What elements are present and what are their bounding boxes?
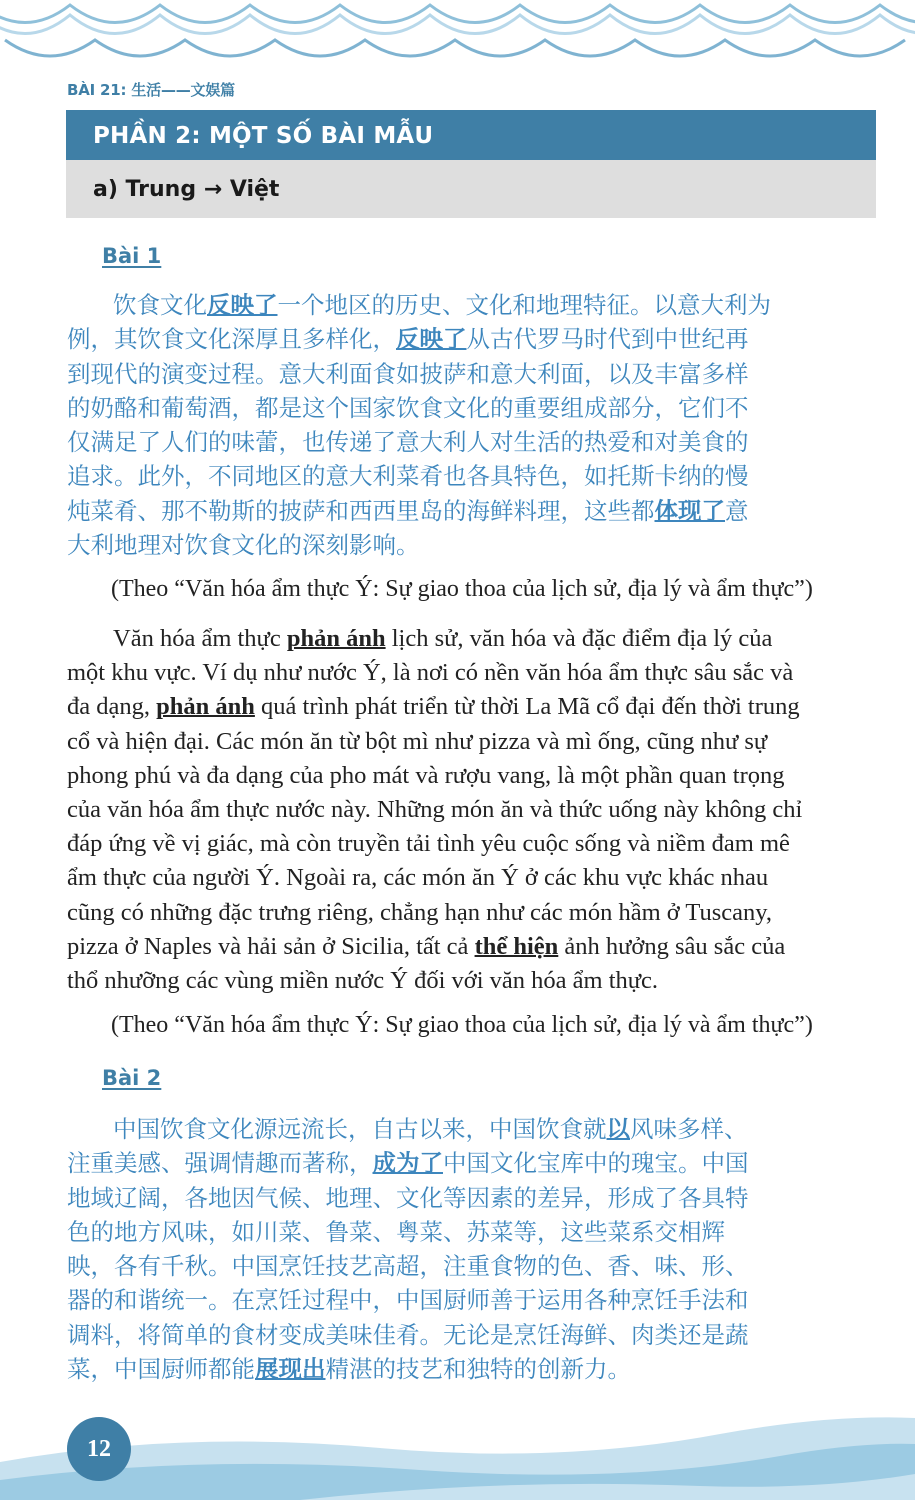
paragraph-line [67,528,875,562]
highlighted-term: 反映了 [207,291,278,319]
highlighted-term: 反映了 [396,325,467,354]
text-segment: 菜，中国厨师都能 [67,1355,255,1384]
highlighted-term: 体现了 [654,496,725,525]
paragraph-line [67,930,875,964]
paragraph-line [67,459,875,493]
text-segment: 饮食文化 [113,291,207,319]
text-segment: 炖菜肴、那不勒斯的披萨和西西里岛的海鲜料理，这些都 [67,496,655,525]
paragraph-line [67,793,875,827]
paragraph-line [67,759,875,793]
paragraph-line [67,357,875,391]
part-title-bar: PHẦN 2: MỘT SỐ BÀI MẪU [66,110,876,160]
paragraph-line [67,896,875,930]
paragraph-line [67,322,875,356]
text-segment: pizza ở Naples và hải sản ở Sicilia, tất cả [67,932,475,960]
paragraph-line [67,425,875,459]
text-segment: ảnh hưởng sâu sắc của [558,932,786,960]
paragraph-line [67,1112,875,1146]
paragraph-line [67,1146,875,1180]
highlighted-term: phản ánh [286,625,386,652]
text-segment: đa dạng, [67,693,157,721]
paragraph-line [67,1283,875,1317]
text-segment: 注重美感、强调情趣而著称， [67,1149,373,1178]
text-segment: một khu vực. Ví dụ như nước Ý, là nơi có nền văn hóa ẩm thực sâu sắc và [67,659,794,687]
lesson-1-source-note-2: (Theo “Văn hóa ẩm thực Ý: Sự giao thoa của lịch sử, địa lý và ẩm thực”) [111,1012,813,1038]
lesson-2-chinese-paragraph [67,1112,875,1386]
lesson-1-chinese-paragraph [67,288,875,562]
lesson-1-title: Bài 1 [102,244,162,268]
text-segment: của văn hóa ẩm thực nước này. Những món ăn và thức uống này không chỉ [67,795,803,823]
highlighted-term: 成为了 [372,1149,443,1178]
highlighted-term: thể hiện [474,932,559,960]
paragraph-line [67,391,875,425]
paragraph-line [67,656,875,690]
paragraph-line [67,827,875,861]
text-segment: 例，其饮食文化深厚且多样化， [67,325,396,354]
text-segment: 大利地理对饮食文化的深刻影响。 [67,531,420,560]
lesson-2-title: Bài 2 [102,1066,162,1090]
lesson-1-source-note: (Theo “Văn hóa ẩm thực Ý: Sự giao thoa của lịch sử, địa lý và ẩm thực”) [111,576,813,602]
paragraph-line [67,964,875,998]
top-wave-decoration [0,0,915,62]
subsection-bar: a) Trung → Việt [66,160,876,218]
text-segment: quá trình phát triển từ thời La Mã cổ đại đến thời trung [254,693,800,721]
paragraph-line [67,1249,875,1283]
text-segment: 精湛的技艺和独特的创新力。 [325,1355,631,1384]
text-segment: 的奶酪和葡萄酒，都是这个国家饮食文化的重要组成部分，它们不 [67,393,749,422]
lesson-header: BÀI 21: 生活——文娱篇 [67,81,235,99]
text-segment: cũng có những đặc trưng riêng, chẳng hạn như các món hầm ở Tuscany, [67,898,773,926]
paragraph-line [67,725,875,759]
text-segment: 调料，将简单的食材变成美味佳肴。无论是烹饪海鲜、肉类还是蔬 [67,1320,749,1349]
text-segment: 仅满足了人们的味蕾，也传递了意大利人对生活的热爱和对美食的 [67,428,749,457]
highlighted-term: 以 [606,1115,630,1143]
paragraph-line [67,861,875,895]
text-segment: 地域辽阔，各地因气候、地理、文化等因素的差异，形成了各具特 [67,1183,749,1212]
paragraph-line [67,1318,875,1352]
text-segment: 色的地方风味，如川菜、鲁菜、粤菜、苏菜等，这些菜系交相辉 [67,1217,725,1246]
text-segment: 到现代的演变过程。意大利面食如披萨和意大利面，以及丰富多样 [67,359,749,388]
text-segment: 意 [725,496,749,525]
text-segment: lịch sử, văn hóa và đặc điểm địa lý của [385,625,773,652]
text-segment: phong phú và đa dạng của pho mát và rượu vang, là một phần quan trọng [67,761,785,789]
text-segment: cổ và hiện đại. Các món ăn từ bột mì như pizza và mì ống, cũng như sự [67,727,768,755]
text-segment: đáp ứng về vị giác, mà còn truyền tải tình yêu cuộc sống và niềm đam mê [67,830,790,858]
text-segment: 追求。此外，不同地区的意大利菜肴也各具特色，如托斯卡纳的慢 [67,462,749,491]
paragraph-line [67,494,875,528]
lesson-1-vietnamese-paragraph [67,622,875,998]
bottom-wave-decoration [0,1400,915,1500]
paragraph-line [67,1181,875,1215]
paragraph-line [67,1352,875,1386]
highlighted-term: 展现出 [255,1355,326,1384]
paragraph-line [67,1215,875,1249]
paragraph-line [67,690,875,724]
text-segment: Văn hóa ẩm thực [113,625,287,652]
text-segment: 器的和谐统一。在烹饪过程中，中国厨师善于运用各种烹饪手法和 [67,1286,749,1315]
paragraph-line [67,622,875,656]
text-segment: 从古代罗马时代到中世纪再 [466,325,749,354]
text-segment: 一个地区的历史、文化和地理特征。以意大利为 [277,291,771,319]
text-segment: 中国文化宝库中的瑰宝。中国 [443,1149,749,1178]
paragraph-line [67,288,875,322]
highlighted-term: phản ánh [156,693,255,721]
text-segment: thổ nhưỡng các vùng miền nước Ý đối với văn hóa ẩm thực. [67,966,659,994]
text-segment: ẩm thực của người Ý. Ngoài ra, các món ăn Ý ở các khu vực khác nhau [67,864,769,892]
text-segment: 中国饮食文化源远流长，自古以来，中国饮食就 [113,1115,607,1143]
text-segment: 映，各有千秋。中国烹饪技艺高超，注重食物的色、香、味、形、 [67,1252,749,1281]
text-segment: 风味多样、 [630,1115,748,1143]
page-number: 12 [67,1417,131,1481]
